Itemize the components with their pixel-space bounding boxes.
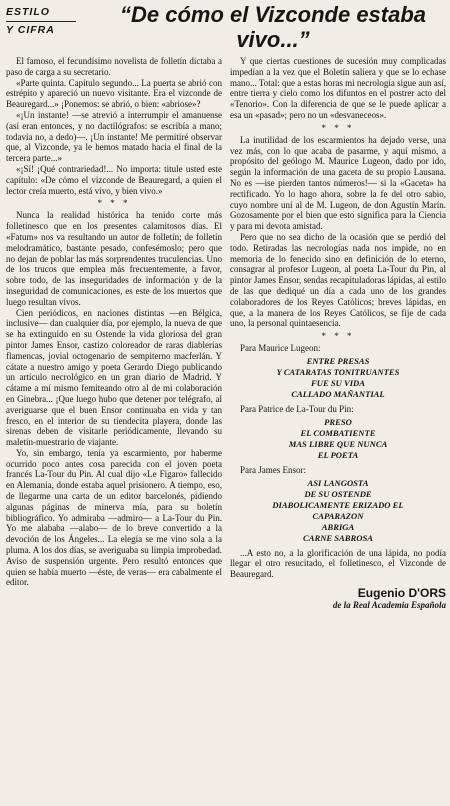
section-tag-rule xyxy=(6,21,76,22)
paragraph: El famoso, el fecundísimo novelista de folletín dictaba a paso de carga a su secretario. xyxy=(6,56,222,77)
author-name: Eugenio D'ORS xyxy=(357,585,446,600)
left-column xyxy=(6,56,222,802)
epitaph-line: DE SU OSTENDE xyxy=(304,488,372,499)
epitaph-line: Y CATARATAS TONITRUANTES xyxy=(276,366,400,377)
paragraph: Yo, sin embargo, tenía ya escarmiento, por haberme ocurrido poco antes cosa parecida con el joven poeta francés La-Tour du Pin. Al cual dijo «Le Figaro» fallecido en Alemania, donde estaba aquel prisionero. A tiempo, eso, de llegarme una carta de un editor barcelonés, pidiendo algunas páginas de minerva mía, para su boletín bibliográfico. Yo admiraba —admiro— a La-Tour du Pin. Yo me alababa —alabo— de lo breve convertido a la devoción de los Ángeles... La elegía se me vino sola a la pluma. A los dos días, se averiguaba su limpia improbedad. Aviso de suspensión urgente. Pero resultó entonces que quien se había muerto —éste, de veras— era cabalmente el editor. xyxy=(6,447,222,588)
paragraph: Y que ciertas cuestiones de sucesión muy complicadas impedían a la vez que el Boletín saliera y que se lo echase mano... Total: que a estas horas mi necrología sigue aun así, entre tierra y cielo como los difuntos en el postrer acto del «Tenorio». Con la diferencia de que se le puede aplicar a esa un «pasad»; pero no un «desvaneceos». xyxy=(230,56,446,120)
paragraph: Nunca la realidad histórica ha tenido corte más folletinesco que en los presentes calamitosos días. El «Fatum» nos va resultando un autor de folletín; de folletín melodramático, bastante pesado, confesémoslo; pero que no dejan de poblar las más sorprendentes truculencias. Uno de los trucos que emplea más frecuentemente, a favor, sobre todo, de las inseguridades de información y de la inseguridad de comunicaciones, es este de los muertos que luego resultan vivos. xyxy=(6,210,222,307)
dedication-lugeon: Para Maurice Lugeon: xyxy=(240,343,321,354)
paragraph: «Parte quinta. Capítulo segundo... La puerta se abrió con estrépito y apareció un nuevo visitante. Era el vizconde de Beauregard...» ¡Ponemos: se abrió, o bien: «abriose»? xyxy=(6,77,222,110)
author-affiliation: de la Real Academia Española xyxy=(332,599,446,610)
epitaph-ensor xyxy=(230,478,446,544)
signature xyxy=(230,586,446,611)
dedication-ensor: Para James Ensor: xyxy=(240,464,306,475)
section-separator: * * * xyxy=(321,122,355,133)
epitaph-line: EL COMBATIENTE xyxy=(300,427,376,438)
paragraph: Pero que no sea dicho de la ocasión que se perdió del todo. Retiradas las necrologías nada nos impide, no en memoria de lo fenecido sino en definición de lo eterno, consagrar al profesor Lugeon, al poeta La-Tour du Pin, al pintor James Ensor, sendas recapituladoras lápidas, al estilo de las que dediqué un día a cada uno de los grandes colaboradores de los Reyes Católicos; breves lápidas, en que, a la manera de los Reyes Católicos, se fije de cada uno, la personal quintaesencia. xyxy=(230,231,446,329)
article-body xyxy=(6,56,446,802)
epitaph-line: ABRIGA xyxy=(321,521,355,532)
paragraph: La inutilidad de los escarmientos ha dejado verse, una vez más, con lo que acaba de pasarme, y aquí mismo, a propósito del geólogo M. Maurice Lugeon, dado por ido, según la información de una gaceta de su propio Lausana. No es —ise pierden tantos números!— si la «Gaceta» ha rectificado. Yo lo hago ahora, sobre la fe del otro sabio, cuyo nombre uní al de M. Lugeon, de don Agustín Marín. Gozosamente por el bien que esto significa para la Ciencia y para mi devota amistad. xyxy=(230,134,446,232)
epitaph-line: PRESO xyxy=(324,416,352,427)
section-tag xyxy=(6,6,98,37)
article-headline: “De cómo el Vizconde estaba vivo...” xyxy=(119,2,427,52)
epitaph-line: CALLADO MAÑANTIAL xyxy=(291,388,385,399)
epitaph-line: ASI LANGOSTA xyxy=(307,477,369,488)
epitaph-lugeon xyxy=(230,356,446,400)
section-separator: * * * xyxy=(97,198,131,209)
epitaph-line: DIABOLICAMENTE ERIZADO EL xyxy=(272,499,404,510)
paragraph: «¡Un instante! —se atrevió a interrumpir el amanuense (así eran entonces, y no dactilógrafos: se escribía a mano; todavía no, a dedo)—. ¡Un instante! Me permitiré observar que, al Vizconde, ya le hemos matado hacia el final de la tercera parte...» xyxy=(6,109,222,164)
epitaph-line: CAPARAZON xyxy=(312,510,364,521)
epitaph-line: ENTRE PRESAS xyxy=(306,355,370,366)
epitaph-line: EL POETA xyxy=(317,449,359,460)
paragraph: «¡Sí! ¡Qué contrariedad!... No importa: titule usted este capítulo: «De cómo el vizconde de Beauregard, a quien el lector creía muerto, está vivo, y bien vivo.» xyxy=(6,163,222,196)
dedication-la-tour-du-pin: Para Patrice de La-Tour du Pin: xyxy=(240,403,354,414)
section-tag-line-1: ESTILO xyxy=(6,6,50,18)
closing-paragraph: ...A esto no, a la glorificación de una lápida, no podía llegar el otro resucitado, el folletinesco, el Vizconde de Beauregard. xyxy=(230,547,446,580)
epitaph-line: FUE SU VIDA xyxy=(311,377,365,388)
epitaph-line: CARNE SABROSA xyxy=(303,532,373,543)
epitaph-line: MAS LIBRE QUE NUNCA xyxy=(288,438,388,449)
section-tag-line-2: Y CIFRA xyxy=(6,24,55,36)
epitaph-la-tour-du-pin xyxy=(230,417,446,461)
paragraph: Cien periódicos, en naciones distintas —en Bélgica, inclusive— dan cualquier día, por ejemplo, la nueva de que se ha extinguido en su Ostende la vida gloriosa del gran pintor James Ensor, castizo coloreador de raras diablerías flamencas, jovial octogenario de sempiterno macferlán. Y cátate a nuestro amigo y poeta Gerardo Diego publicando un artículo necrológico en un gran diario de Madrid. Y cátame a mí mismo femiteando otro al de mi colaboración en Ginebra... ¡Que luego hubo que detener por telégrafo, al averiguarse que el buen Ensor continuaba en vida y tan fresco, en el interior de su tiendecita playera, donde las sirenas deben de visitarle periódicamente, llevando su maletín-muestrario de viajante. xyxy=(6,307,222,448)
section-separator: * * * xyxy=(321,331,355,342)
right-column xyxy=(230,56,446,802)
